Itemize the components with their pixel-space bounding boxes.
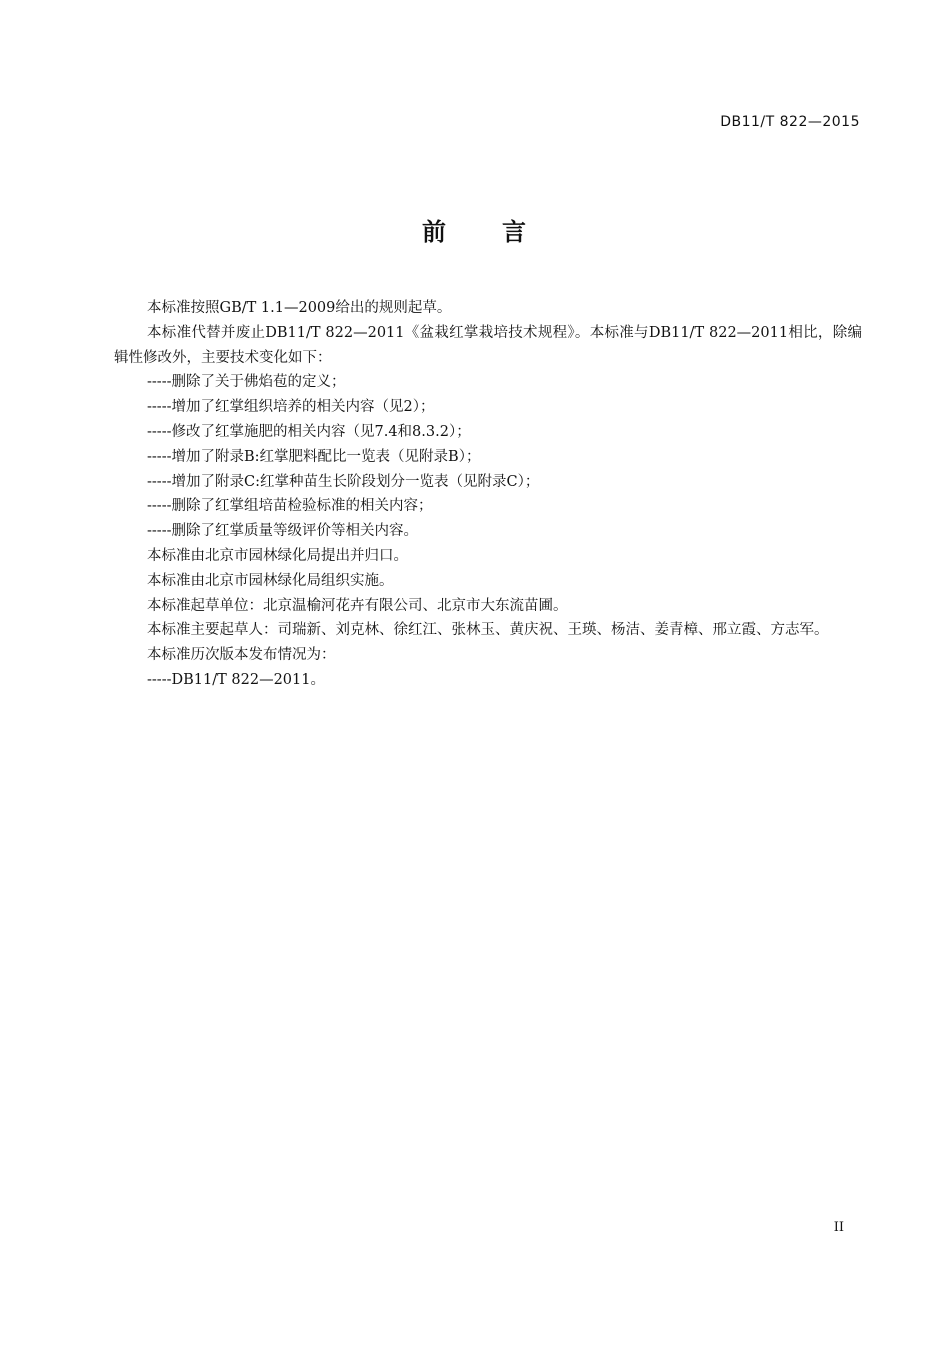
paragraph-proposed-by: 本标准由北京市园林绿化局提出并归口。 — [147, 547, 408, 564]
page-number: II — [833, 1220, 844, 1235]
title-char-1: 前 — [422, 218, 448, 246]
page-title — [0, 212, 950, 247]
foreword-body — [114, 296, 862, 693]
change-item: -----增加了附录C:红掌种苗生长阶段划分一览表（见附录C）； — [147, 473, 540, 490]
paragraph-replacement: 本标准代替并废止DB11/T 822—2011《盆栽红掌栽培技术规程》。本标准与DB11/T 822—2011相比，除编辑性修改外，主要技术变化如下： — [114, 324, 862, 366]
change-item: -----删除了红掌组培苗检验标准的相关内容； — [147, 498, 433, 515]
change-item: -----修改了红掌施肥的相关内容（见7.4和8.3.2）； — [147, 423, 471, 440]
paragraph-drafting-units: 本标准起草单位：北京温榆河花卉有限公司、北京市大东流苗圃。 — [147, 597, 568, 614]
title-char-2: 言 — [502, 218, 528, 246]
paragraph-implemented-by: 本标准由北京市园林绿化局组织实施。 — [147, 572, 394, 589]
paragraph-drafters: 本标准主要起草人：司瑞新、刘克林、徐红江、张林玉、黄庆祝、王瑛、杨洁、姜青樟、邢立霞、方志军。 — [147, 622, 829, 639]
change-item: -----增加了红掌组织培养的相关内容（见2）； — [147, 399, 435, 416]
history-item: -----DB11/T 822—2011。 — [147, 671, 325, 688]
change-item: -----删除了关于佛焰苞的定义； — [147, 374, 346, 391]
change-item: -----增加了附录B:红掌肥料配比一览表（见附录B）； — [147, 448, 481, 465]
paragraph-drafting-rules: 本标准按照GB/T 1.1—2009给出的规则起草。 — [147, 300, 452, 316]
paragraph-history-intro: 本标准历次版本发布情况为： — [147, 647, 336, 664]
change-item: -----删除了红掌质量等级评价等相关内容。 — [147, 523, 418, 540]
standard-code: DB11/T 822—2015 — [720, 114, 860, 130]
